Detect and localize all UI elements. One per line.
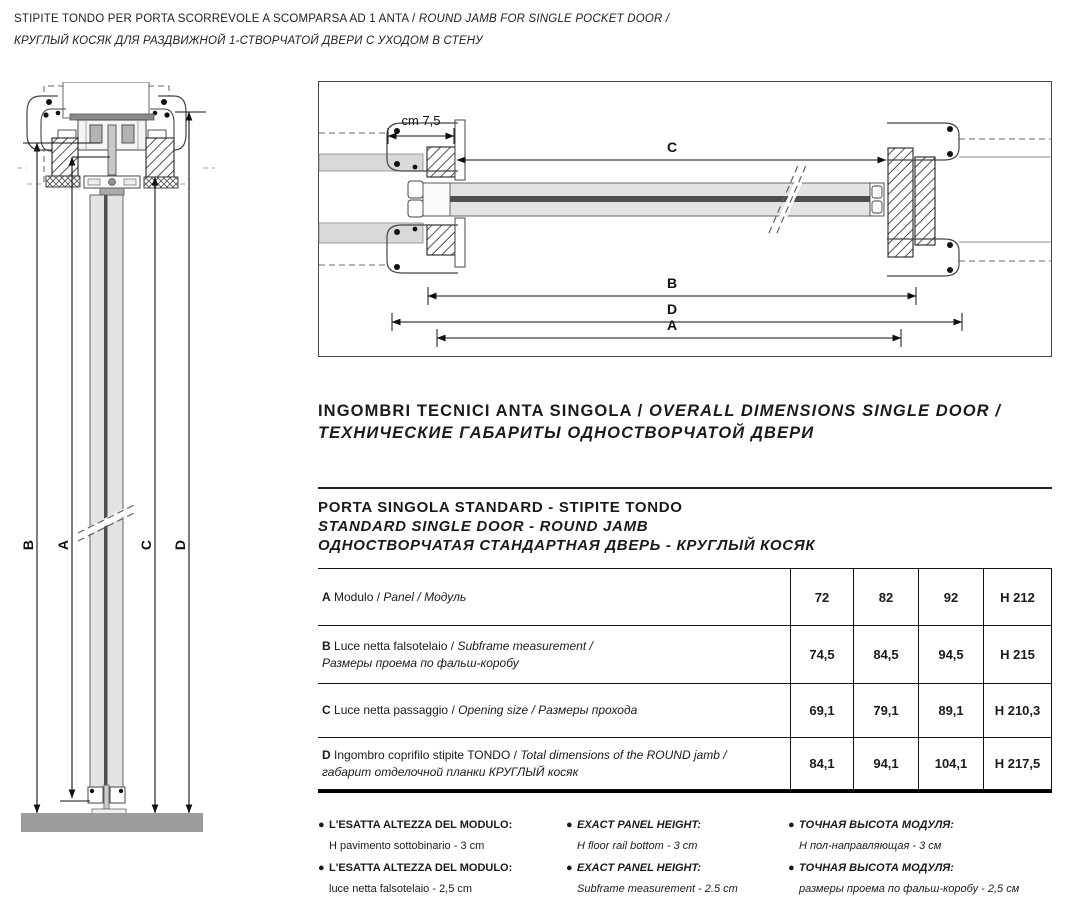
track-top-plate <box>70 114 154 120</box>
main-title-ru: ТЕХНИЧЕСКИЕ ГАБАРИТЫ ОДНОСТВОРЧАТОЙ ДВЕРИ <box>318 424 815 442</box>
table-cell: 104,1 <box>918 738 983 790</box>
hanger-bolt <box>108 125 116 175</box>
note-head <box>788 858 1052 879</box>
carriage-detail <box>124 179 136 185</box>
note-item <box>788 858 1052 900</box>
finish-strip-left <box>46 176 80 187</box>
main-title-line1 <box>318 400 1052 422</box>
dim-label-a-plan: A <box>666 317 678 333</box>
section-title-it: PORTA SINGOLA STANDARD - STIPITE TONDO <box>318 499 683 516</box>
table-cell: H 212 <box>983 569 1052 626</box>
row-label-ru: Размеры проема по фальш-коробу <box>322 655 519 670</box>
vertical-section-diagram <box>14 82 219 832</box>
pocket-wall-top <box>319 154 423 171</box>
wall-cavity <box>63 82 149 118</box>
seal-dot <box>46 99 52 105</box>
table-cell: 74,5 <box>790 626 853 684</box>
seal-dot <box>413 165 418 170</box>
door-panel-core-plan <box>450 196 870 202</box>
guide-cell <box>408 181 423 198</box>
page-header <box>14 8 674 52</box>
table-row-c-desc <box>318 684 790 738</box>
page-header-line1-it: STIPITE TONDO PER PORTA SCORREVOLE A SCOMPARSA AD 1 ANTA / <box>14 13 419 25</box>
note-item <box>566 858 788 900</box>
table-row-b-desc <box>318 626 790 684</box>
table-cell: 84,1 <box>790 738 853 790</box>
section-block <box>318 487 1052 901</box>
row-key: B <box>322 638 331 653</box>
footnotes-english <box>566 815 788 901</box>
table-cell: 69,1 <box>790 684 853 738</box>
seal-dot <box>947 242 953 248</box>
note-head-text: L'ESATTA ALTEZZA DEL MODULO: <box>329 819 513 831</box>
pocket-wall-bottom <box>319 223 423 243</box>
note-item <box>566 815 788 857</box>
row-label-it: Ingombro coprifilo stipite TONDO / <box>334 747 521 762</box>
table-cell: 82 <box>853 569 918 626</box>
note-head <box>566 858 788 879</box>
bullet-icon: ● <box>318 862 325 874</box>
jamb-timber <box>888 148 913 257</box>
end-cell <box>872 201 882 213</box>
bullet-icon: ● <box>318 819 325 831</box>
footnotes <box>318 815 1052 901</box>
page-header-line2: КРУГЛЫЙ КОСЯК ДЛЯ РАЗДВИЖНОЙ 1-СТВОРЧАТОЙ ДВЕРИ С УХОДОМ В СТЕНУ <box>14 35 483 47</box>
note-sub: H pavimento sottobinario - 3 cm <box>329 840 485 852</box>
bullet-icon: ● <box>788 862 795 874</box>
header-timber-right <box>146 138 174 177</box>
row-key: D <box>322 747 331 762</box>
dim-label-d: D <box>172 539 188 551</box>
note-head-text: EXACT PANEL HEIGHT: <box>577 819 702 831</box>
seal-dot <box>43 112 48 117</box>
note-sub: Subframe measurement - 2.5 cm <box>577 883 738 895</box>
table-cell: H 217,5 <box>983 738 1052 790</box>
page-header-line1-en: ROUND JAMB FOR SINGLE POCKET DOOR / <box>418 13 670 25</box>
note-sub: Н пол-направляющая - 3 см <box>799 840 942 852</box>
bullet-icon: ● <box>788 819 795 831</box>
floor-guide-fin <box>104 785 109 809</box>
row-label-it: Modulo / <box>334 589 384 604</box>
seal-dot <box>161 99 167 105</box>
row-label-en: Opening size / Размеры прохода <box>458 703 638 717</box>
section-title <box>318 489 1052 568</box>
table-cell: 72 <box>790 569 853 626</box>
panel-connector <box>100 188 124 195</box>
seal-dot <box>394 128 400 134</box>
table-cell: 94,5 <box>918 626 983 684</box>
door-panel-core <box>104 195 108 787</box>
floor <box>21 813 203 832</box>
note-sub: размеры проема по фальш-коробу - 2,5 см <box>799 883 1020 895</box>
note-item <box>788 815 1052 857</box>
bullet-icon: ● <box>566 819 573 831</box>
table-cell: 84,5 <box>853 626 918 684</box>
plan-section-diagram <box>318 81 1052 357</box>
note-head <box>788 815 1052 836</box>
table-cell: 89,1 <box>918 684 983 738</box>
jamb-stop <box>915 157 935 245</box>
row-label-it: Luce netta passaggio / <box>334 703 459 717</box>
dim-label-d-plan: D <box>666 301 678 317</box>
end-cell <box>872 186 882 198</box>
note-sub: H floor rail bottom - 3 cm <box>577 840 698 852</box>
seal-dot <box>947 126 953 132</box>
footnotes-italian <box>318 815 566 901</box>
footnotes-russian <box>788 815 1052 901</box>
main-title-en: OVERALL DIMENSIONS SINGLE DOOR / <box>648 402 1002 420</box>
dim-label-a: A <box>55 539 71 551</box>
roller-left <box>90 125 102 143</box>
note-sub: luce netta falsotelaio - 2,5 cm <box>329 883 473 895</box>
mouth-timber-top <box>427 147 455 177</box>
table-cell: H 210,3 <box>983 684 1052 738</box>
table-row-a-desc <box>318 569 790 626</box>
bottom-shoe-left <box>88 787 103 803</box>
mouth-timber-bottom <box>427 225 455 255</box>
table-row-d-desc <box>318 738 790 790</box>
seal-dot <box>119 789 123 793</box>
table-cell: H 215 <box>983 626 1052 684</box>
note-item <box>318 858 566 900</box>
vertical-section-svg <box>14 82 219 832</box>
table-cell: 94,1 <box>853 738 918 790</box>
seal-dot <box>947 267 953 273</box>
row-key: A <box>322 589 331 604</box>
note-head <box>318 815 566 836</box>
dimensions-table <box>318 568 1052 793</box>
seal-dot <box>56 111 61 116</box>
seal-dot <box>394 229 400 235</box>
row-label-en: Panel / Модуль <box>383 589 467 604</box>
note-head-text: L'ESATTA ALTEZZA DEL MODULO: <box>329 862 513 874</box>
row-label-en: Subframe measurement / <box>457 638 593 653</box>
dim-label-c-plan: C <box>666 139 678 155</box>
seal-dot <box>413 227 418 232</box>
finish-strip-right <box>144 177 178 188</box>
bullet-icon: ● <box>566 862 573 874</box>
section-title-ru: ОДНОСТВОРЧАТАЯ СТАНДАРТНАЯ ДВЕРЬ - КРУГЛЫЙ КОСЯК <box>318 537 816 554</box>
pocket-width-label: cm 7,5 <box>401 113 441 128</box>
carriage-detail <box>88 179 100 185</box>
row-label-ru: габарит отделочной планки КРУГЛЫЙ косяк <box>322 764 579 779</box>
row-label-en: Total dimensions of the ROUND jamb / <box>520 747 727 762</box>
note-item <box>318 815 566 857</box>
seal-dot <box>90 789 94 793</box>
plan-section-svg <box>318 81 1052 357</box>
seal-dot <box>394 161 400 167</box>
main-title <box>318 400 1052 444</box>
row-label-it: Luce netta falsotelaio / <box>334 638 458 653</box>
page-header-line1 <box>14 8 674 30</box>
note-head-text: EXACT PANEL HEIGHT: <box>577 862 702 874</box>
row-key: C <box>322 703 331 717</box>
dim-label-b: B <box>20 539 36 551</box>
table-cell: 79,1 <box>853 684 918 738</box>
note-head <box>566 815 788 836</box>
seal-dot <box>947 151 953 157</box>
dim-label-c: C <box>138 539 154 551</box>
roller-right <box>122 125 134 143</box>
main-title-it: INGOMBRI TECNICI ANTA SINGOLA / <box>318 402 649 420</box>
section-title-en: STANDARD SINGLE DOOR - ROUND JAMB <box>318 518 649 535</box>
panel-end-cap-left <box>423 183 450 216</box>
dim-label-b-plan: B <box>666 275 678 291</box>
note-head <box>318 858 566 879</box>
note-head-text: ТОЧНАЯ ВЫСОТА МОДУЛЯ: <box>799 862 954 874</box>
note-head-text: ТОЧНАЯ ВЫСОТА МОДУЛЯ: <box>799 819 954 831</box>
seal-dot <box>164 112 169 117</box>
table-cell: 92 <box>918 569 983 626</box>
carriage-nut <box>109 179 116 186</box>
seal-dot <box>394 264 400 270</box>
bottom-shoe-right <box>110 787 125 803</box>
guide-cell <box>408 200 423 217</box>
